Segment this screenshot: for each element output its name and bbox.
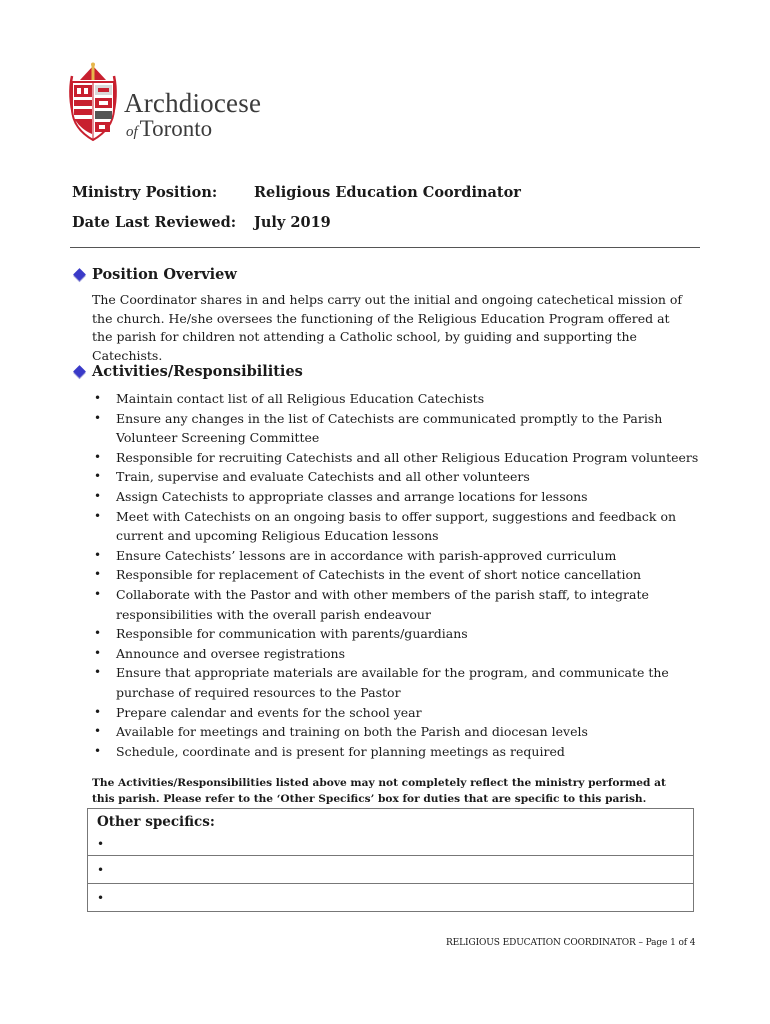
other-specifics-row[interactable]: [88, 884, 693, 911]
list-item: • Announce and oversee registrations: [92, 644, 702, 664]
ministry-position-row: [72, 184, 521, 201]
bullet-marker: •: [97, 891, 105, 905]
bullet-marker: •: [97, 863, 105, 877]
org-name-city: Toronto: [139, 116, 213, 141]
list-item: • Maintain contact list of all Religious Education Catechists: [92, 389, 702, 409]
date-reviewed-value: July 2019: [254, 214, 331, 231]
list-item: • Train, supervise and evaluate Catechists and all other volunteers: [92, 467, 702, 487]
list-item: • Responsible for replacement of Catechists in the event of short notice cancellation: [92, 565, 702, 585]
other-specifics-header-row[interactable]: [88, 809, 693, 856]
other-specifics-row[interactable]: [88, 856, 693, 884]
list-item: • Responsible for communication with parents/guardians: [92, 624, 702, 644]
diamond-bullet-icon: [73, 365, 86, 378]
list-item: • Ensure that appropriate materials are available for the program, and communicate the purchase of required resources to the Pastor: [92, 663, 702, 702]
list-item: • Available for meetings and training on both the Parish and diocesan levels: [92, 722, 702, 742]
org-name-line1: Archdiocese: [124, 88, 262, 118]
list-item: • Ensure Catechists’ lessons are in accordance with parish-approved curriculum: [92, 546, 702, 566]
list-item: • Ensure any changes in the list of Catechists are communicated promptly to the Parish Volunteer Screening Committee: [92, 409, 702, 448]
crest-icon: [66, 62, 120, 146]
list-item: • Collaborate with the Pastor and with other members of the parish staff, to integrate responsibilities with the overall parish endeavour: [92, 585, 702, 624]
ministry-position-label: Ministry Position:: [72, 184, 218, 201]
list-item: • Schedule, coordinate and is present for planning meetings as required: [92, 742, 702, 762]
list-item: • Prepare calendar and events for the school year: [92, 703, 702, 723]
ministry-position-value: Religious Education Coordinator: [254, 184, 521, 201]
position-overview-text: The Coordinator shares in and helps carry out the initial and ongoing catechetical mission of the church. He/she oversees the functioning of the Religious Education Program offered at the parish for children not attending a Catholic school, by guiding and supporting the Catechists.: [92, 292, 683, 363]
other-specifics-title: Other specifics:: [97, 814, 215, 830]
other-specifics-box: [87, 808, 694, 912]
org-name-line2: [126, 116, 212, 142]
divider: [70, 247, 700, 248]
archdiocese-logo: [66, 62, 262, 146]
list-item: • Meet with Catechists on an ongoing basis to offer support, suggestions and feedback on current and upcoming Religious Education lessons: [92, 507, 702, 546]
page-footer: RELIGIOUS EDUCATION COORDINATOR – Page 1 of 4: [446, 938, 696, 948]
date-reviewed-label: Date Last Reviewed:: [72, 214, 237, 231]
diamond-bullet-icon: [73, 268, 86, 281]
bullet-marker: •: [97, 837, 105, 851]
position-overview-title: Position Overview: [92, 266, 237, 283]
list-item: • Responsible for recruiting Catechists and all other Religious Education Program volunteers: [92, 448, 702, 468]
org-name-of: of: [126, 124, 138, 140]
activities-heading: [73, 363, 303, 380]
list-item: • Assign Catechists to appropriate classes and arrange locations for lessons: [92, 487, 702, 507]
activities-title: Activities/Responsibilities: [92, 363, 303, 380]
date-reviewed-row: [72, 214, 331, 231]
disclaimer-note: The Activities/Responsibilities listed above may not completely reflect the ministry performed at this parish. Please refer to the ‘Other Specifics’ box for duties that are specific to this parish.: [92, 777, 666, 805]
activities-list: [92, 389, 702, 761]
position-overview-heading: [73, 266, 237, 283]
